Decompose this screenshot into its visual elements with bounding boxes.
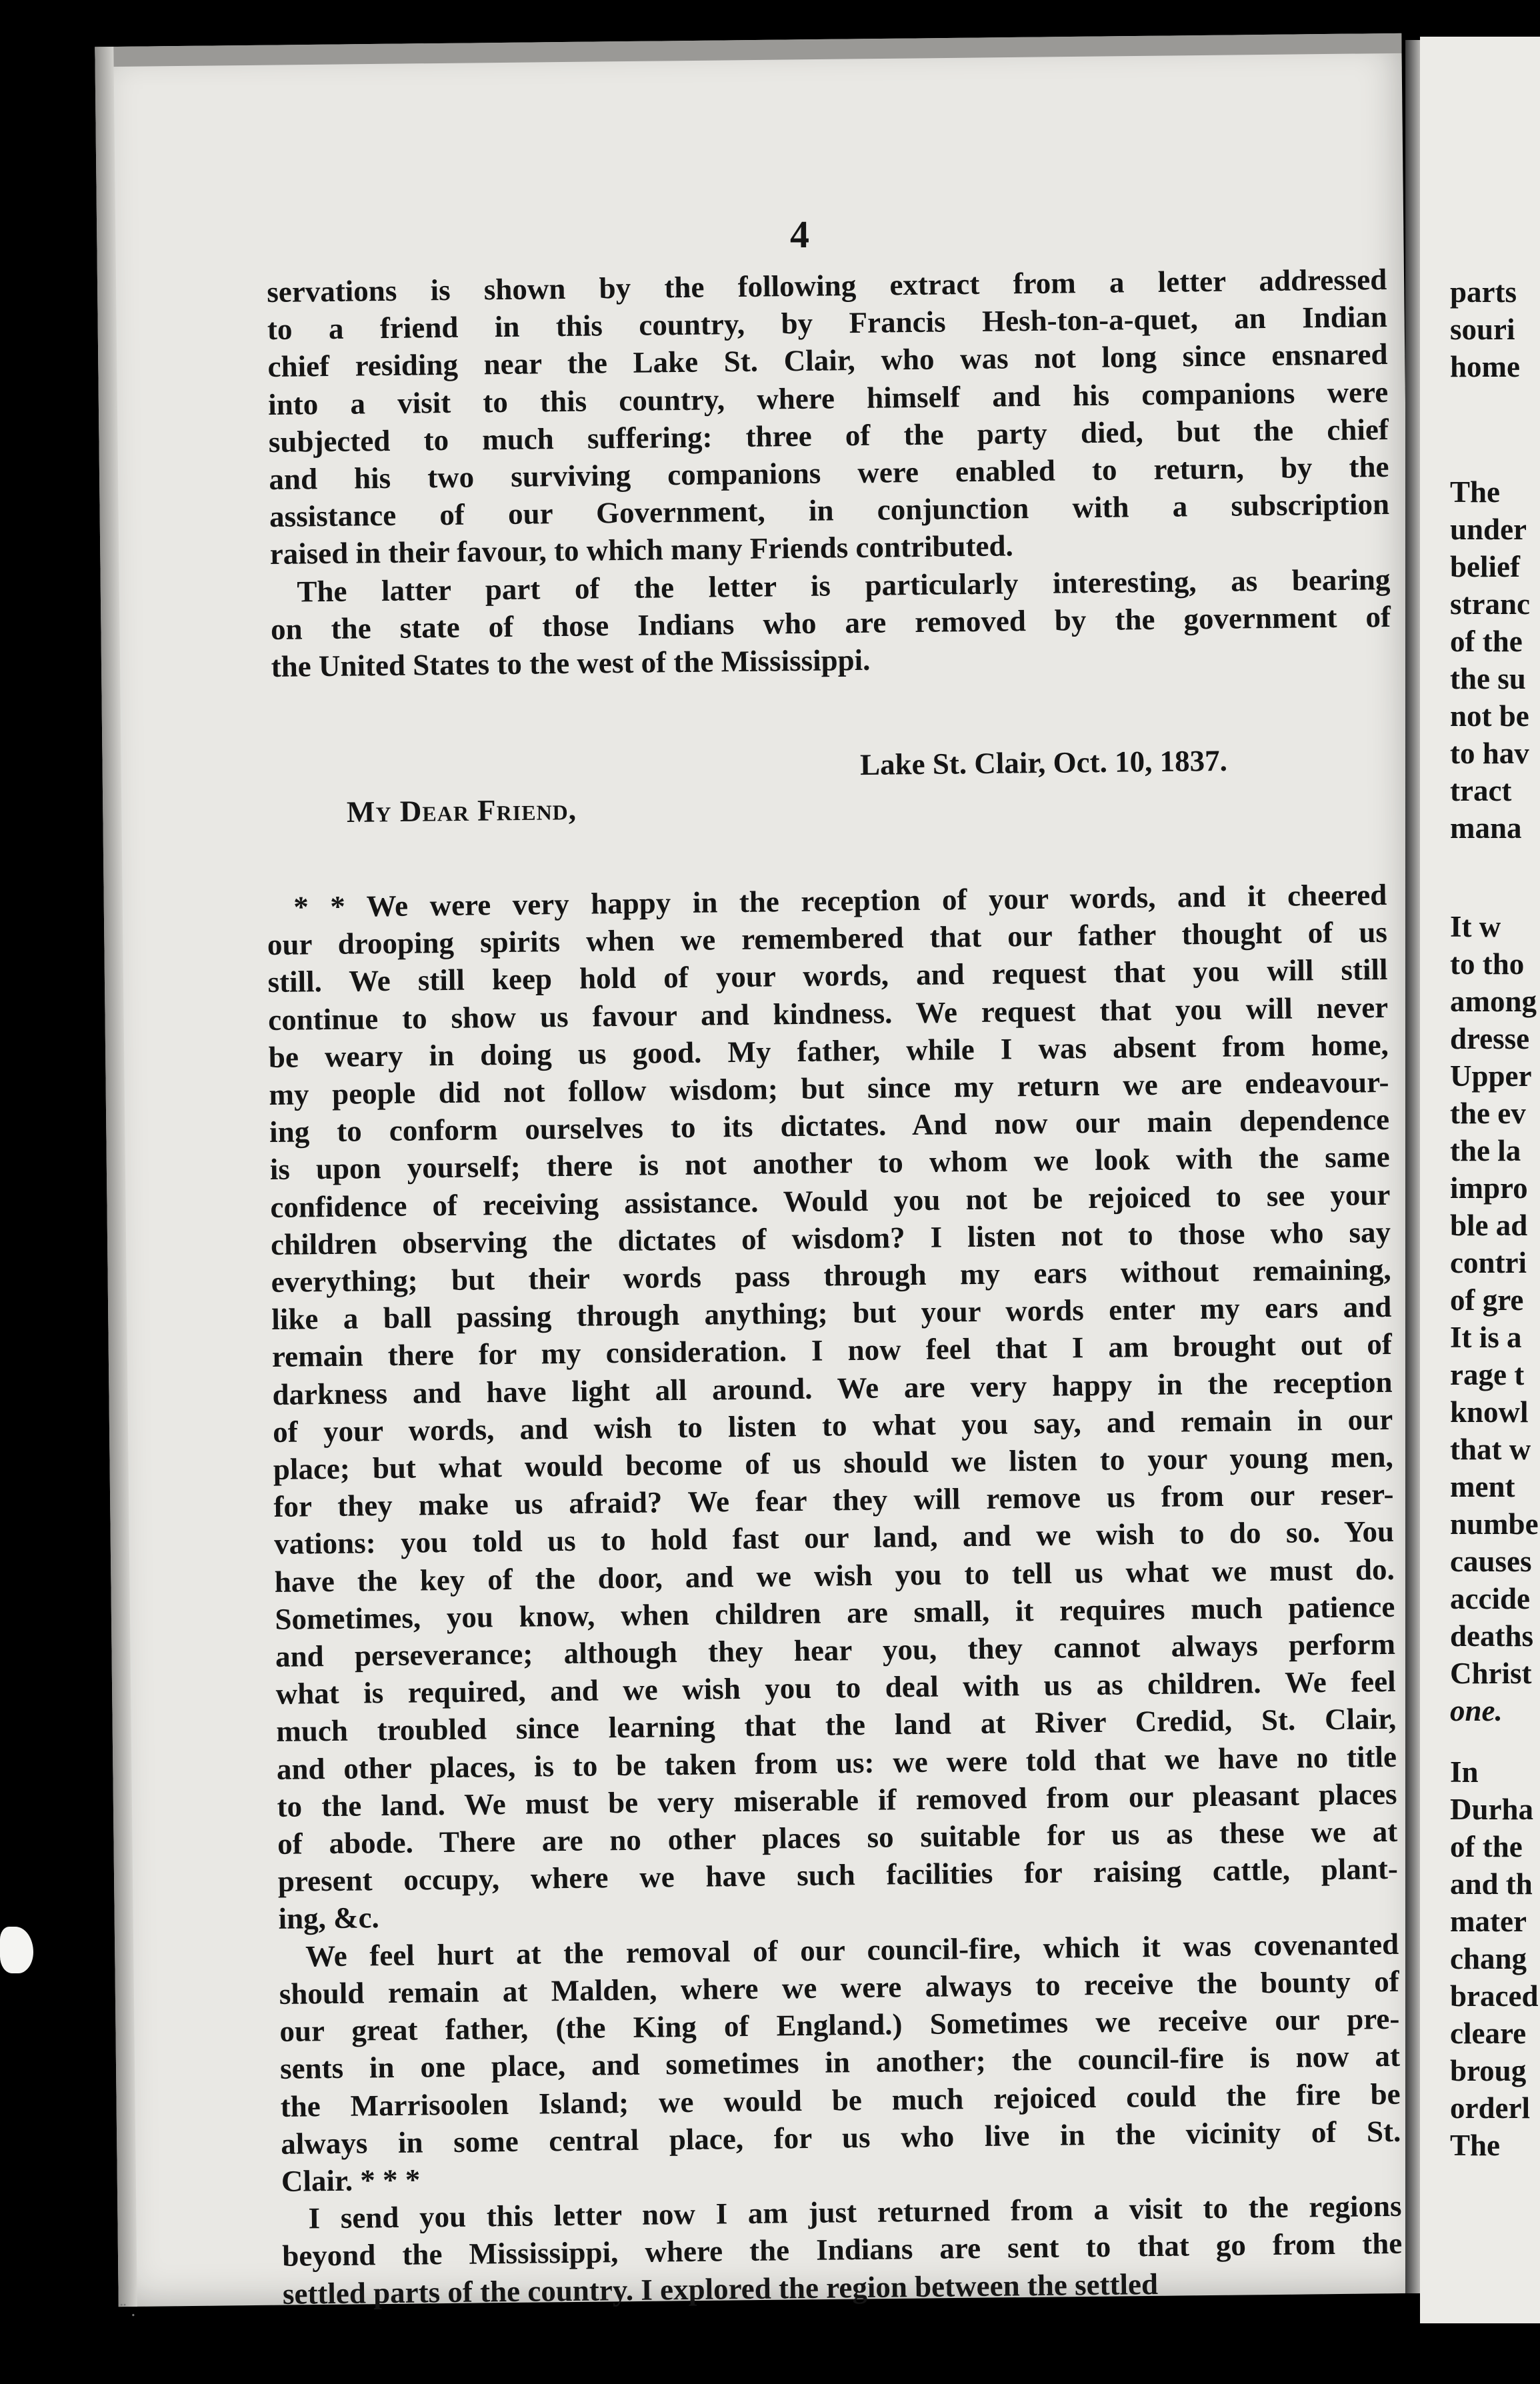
text-line: have the key of the door, and we wish you to tell us what we must do. [274, 1552, 1395, 1599]
text-line: still. We still keep hold of your words, and request that you will still [267, 953, 1388, 999]
right-page-fragment: the la [1450, 1134, 1521, 1167]
right-page-fragment: parts [1450, 275, 1517, 309]
text-line: continue to show us favour and kindness. We request that you will never [267, 990, 1389, 1037]
text-line: children observing the dictates of wisdom? I listen not to those who say [270, 1215, 1391, 1261]
right-page-fragment: causes [1450, 1545, 1532, 1578]
right-page-fragment: the ev [1450, 1097, 1526, 1130]
right-page-fragment: The [1450, 2129, 1501, 2162]
right-page-fragment: dresse [1450, 1022, 1530, 1055]
text-line: assistance of our Government, in conjunction with a subscription [269, 487, 1390, 534]
intro-paragraphs [267, 261, 1391, 685]
text-line: remain there for my consideration. I now feel that I am brought out of [271, 1327, 1393, 1374]
text-line: ing to conform ourselves to its dictates. And now our main dependence [269, 1103, 1390, 1149]
right-page-fragment: It is a [1450, 1321, 1522, 1354]
right-page-fragment: mater [1450, 1905, 1527, 1938]
right-page-fragment: deaths [1450, 1619, 1534, 1653]
text-line: the Marrisoolen Island; we would be much rejoiced could the fire be [280, 2077, 1401, 2123]
right-page-fragment: Christ [1450, 1657, 1532, 1690]
text-line: Sometimes, you know, when children are small, it requires much patience [275, 1589, 1395, 1636]
page-number: 4 [790, 213, 809, 256]
text-line: everything; but their words pass through my ears without remaining, [271, 1252, 1391, 1299]
text-line: to a friend in this country, by Francis Hesh-ton-a-quet, an Indian [267, 300, 1388, 347]
text-line: to the land. We must be very miserable if removed from our pleasant places [277, 1777, 1397, 1823]
right-page-fragment: contri [1450, 1246, 1527, 1279]
text-line: of your words, and wish to listen to what you say, and remain in our [272, 1402, 1393, 1449]
right-page-fragment: souri [1450, 313, 1515, 346]
text-line: of abode. There are no other places so suitable for us as these we at [277, 1814, 1398, 1861]
right-page-fragment: knowl [1450, 1395, 1529, 1429]
text-line: for they make us afraid? We fear they will remove us from our reser- [273, 1477, 1394, 1524]
text-line: always in some central place, for us who live in the vicinity of St. [281, 2114, 1401, 2161]
text-line: and other places, is to be taken from us: we were told that we have no title [276, 1739, 1397, 1786]
text-line: I send you this letter now I am just returned from a visit to the regions [308, 2189, 1402, 2235]
text-line: into a visit to this country, where himself and his companions were [267, 375, 1389, 421]
text-line: the United States to the west of the Mississippi. [271, 643, 871, 683]
right-page-fragment: tract [1450, 774, 1512, 807]
text-line: beyond the Mississippi, where the Indians are sent to that go from the [281, 2227, 1403, 2273]
letter-body [267, 876, 1403, 2313]
text-line: * * We were very happy in the reception of your words, and it cheered [293, 877, 1387, 924]
text-line: and perseverance; although they hear you, they cannot always perform [275, 1627, 1396, 1673]
right-page-fragment: the su [1450, 662, 1526, 695]
text-line: present occupy, where we have such facilities for raising cattle, plant- [277, 1852, 1399, 1899]
right-page-fragment: of the [1450, 1830, 1523, 1863]
text-line: is upon yourself; there is not another to whom we look with the same [269, 1140, 1390, 1187]
book-gutter [1405, 40, 1420, 2293]
letter-salutation: My Dear Friend, [346, 793, 577, 829]
right-page-fragment: chang [1450, 1942, 1527, 1975]
right-page-fragment: among [1450, 985, 1537, 1018]
right-page-fragment: accide [1450, 1582, 1530, 1615]
right-page-fragment: one. [1450, 1694, 1503, 1727]
text-line: much troubled since learning that the land at River Credid, St. Clair, [276, 1702, 1397, 1749]
text-line: settled parts of the country. I explored the region between the settled [282, 2267, 1159, 2311]
right-page-fragment: stranc [1450, 587, 1530, 621]
text-line: be weary in doing us good. My father, while I was absent from home, [268, 1027, 1389, 1074]
right-page-fragment: that w [1450, 1433, 1531, 1466]
right-page-fragment: under [1450, 513, 1527, 546]
right-page-fragment: orderl [1450, 2091, 1530, 2125]
right-page-fragment: and th [1450, 1867, 1533, 1901]
right-page-fragment: Upper [1450, 1059, 1532, 1093]
text-line: should remain at Malden, where we were always to receive the bounty of [279, 1964, 1399, 2011]
text-line: raised in their favour, to which many Friends contributed. [269, 529, 1014, 571]
text-line: sents in one place, and sometimes in another; the council-fire is now at [279, 2039, 1401, 2086]
right-page-fragment: rage t [1450, 1358, 1525, 1391]
right-page-fragment: to tho [1450, 947, 1525, 981]
text-line: We feel hurt at the removal of our council-fire, which it was covenanted [305, 1927, 1399, 1973]
right-page-fragment: of the [1450, 625, 1523, 658]
text-line: like a ball passing through anything; but your words enter my ears and [271, 1290, 1392, 1337]
text-line: on the state of those Indians who are removed by the government of [270, 599, 1391, 646]
letter-dateline: Lake St. Clair, Oct. 10, 1837. [859, 743, 1228, 782]
right-page-fragment: ment [1450, 1470, 1515, 1503]
text-line: vations: you told us to hold fast our land, and we wish to do so. You [273, 1515, 1395, 1561]
text-line: darkness and have light all around. We are very happy in the reception [272, 1365, 1393, 1411]
right-page-fragment: It w [1450, 910, 1501, 943]
right-page-fragment: cleare [1450, 2017, 1527, 2050]
scan-blot [0, 1927, 33, 1973]
text-line: our drooping spirits when we remembered that our father thought of us [267, 915, 1388, 962]
right-page-fragment: In [1450, 1755, 1479, 1789]
text-line: my people did not follow wisdom; but since my return we are endeavour- [269, 1065, 1389, 1111]
text-line: servations is shown by the following extract from a letter addressed [267, 262, 1387, 309]
right-page-fragment: of gre [1450, 1283, 1524, 1317]
right-page-fragment: impro [1450, 1171, 1528, 1205]
text-line: subjected to much suffering: three of the party died, but the chief [268, 412, 1389, 459]
text-line: what is required, and we wish you to deal with us as children. We feel [275, 1665, 1396, 1711]
text-line: The latter part of the letter is particularly interesting, as bearing [297, 562, 1391, 609]
text-line: ing, &c. [278, 1901, 380, 1936]
right-page-fragment: The [1450, 475, 1501, 509]
text-line: confidence of receiving assistance. Would you not be rejoiced to see your [270, 1177, 1391, 1224]
right-page-fragment: belief [1450, 550, 1520, 583]
text-line: place; but what would become of us should we listen to your young men, [273, 1439, 1394, 1486]
right-page-fragment: ble ad [1450, 1209, 1528, 1242]
right-page-fragment: not be [1450, 699, 1529, 733]
text-line: our great father, (the King of England.) Sometimes we receive our pre- [279, 2001, 1400, 2048]
right-page-fragment: home [1450, 350, 1520, 383]
right-page-fragment: broug [1450, 2054, 1527, 2087]
text-line: Clair. * * * [281, 2163, 421, 2198]
right-page-fragment: to hav [1450, 737, 1529, 770]
text-line: chief residing near the Lake St. Clair, who was not long since ensnared [267, 337, 1388, 384]
right-page-fragment: mana [1450, 811, 1522, 845]
right-page-fragment: Durha [1450, 1793, 1534, 1826]
edge-marks: ¨ . [120, 2300, 136, 2321]
right-page-fragment: numbe [1450, 1507, 1539, 1541]
text-line: and his two surviving companions were enabled to return, by the [269, 449, 1389, 496]
right-page-fragment: braced [1450, 1979, 1539, 2013]
